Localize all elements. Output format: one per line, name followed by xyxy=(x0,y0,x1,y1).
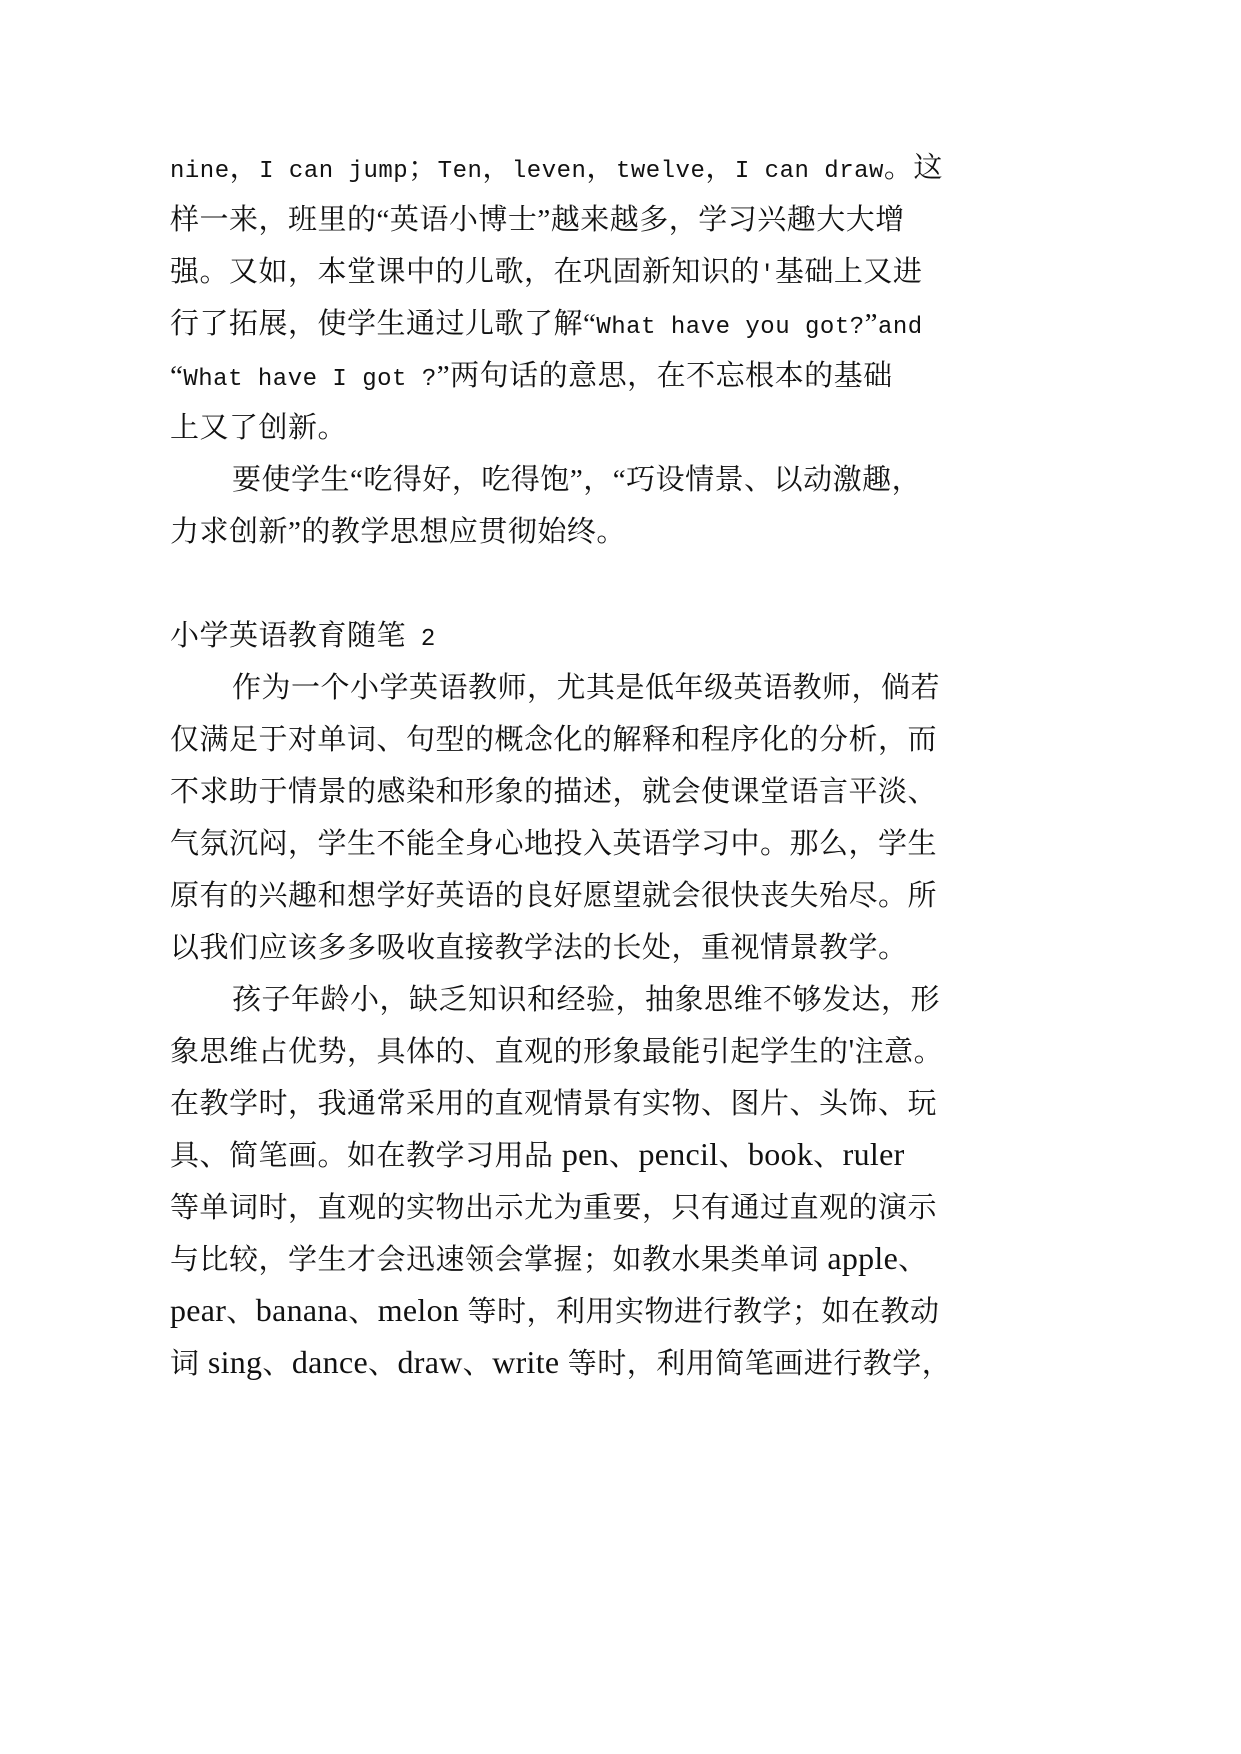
latin-run: I can draw xyxy=(734,158,884,185)
latin-run: Ten xyxy=(437,158,483,185)
latin-run: pear xyxy=(170,1292,227,1328)
text-line: 不求助于情景的感染和形象的描述，就会使课堂语言平淡、 xyxy=(170,776,938,808)
text-line: 与比较，学生才会迅速领会掌握；如教水果类单词 apple、 xyxy=(170,1240,928,1276)
latin-run: draw xyxy=(397,1344,463,1380)
latin-run: pencil xyxy=(638,1136,719,1172)
latin-run: 2 xyxy=(406,626,436,653)
text-line: “What have I got ?”两句话的意思，在不忘根本的基础 xyxy=(170,360,893,393)
paragraph-continued xyxy=(170,142,1070,454)
body-text xyxy=(170,142,1070,1390)
text-line: 原有的兴趣和想学好英语的良好愿望就会很快丧失殆尽。所 xyxy=(170,880,938,912)
text-line: 力求创新”的教学思想应贯彻始终。 xyxy=(170,516,626,548)
text-line: 气氛沉闷，学生不能全身心地投入英语学习中。那么，学生 xyxy=(170,828,938,860)
text-line: 强。又如，本堂课中的儿歌，在巩固新知识的'基础上又进 xyxy=(170,256,923,289)
essay-section xyxy=(170,610,1070,1390)
text-line: 仅满足于对单词、句型的概念化的解释和程序化的分析，而 xyxy=(170,724,938,756)
latin-run: ' xyxy=(848,1032,855,1068)
text-line: nine，I can jump；Ten，leven，twelve，I can draw。这 xyxy=(170,152,943,185)
latin-run: banana xyxy=(255,1292,349,1328)
text-line: 孩子年龄小，缺乏知识和经验，抽象思维不够发达，形 xyxy=(232,984,941,1016)
latin-run: twelve xyxy=(615,158,706,185)
text-line: 作为一个小学英语教师，尤其是低年级英语教师，倘若 xyxy=(232,672,941,704)
paragraph xyxy=(170,662,1070,974)
text-line: 具、简笔画。如在教学习用品 pen、pencil、book、ruler xyxy=(170,1136,905,1172)
text-line: pear、banana、melon 等时，利用实物进行教学；如在教动 xyxy=(170,1292,940,1328)
latin-run: leven xyxy=(511,158,587,185)
paragraph xyxy=(170,974,1070,1390)
text-line: 在教学时，我通常采用的直观情景有实物、图片、头饰、玩 xyxy=(170,1088,938,1120)
text-line: 以我们应该多多吸收直接教学法的长处，重视情景教学。 xyxy=(170,932,908,964)
latin-run: write xyxy=(492,1344,568,1380)
text-line: 要使学生“吃得好，吃得饱”，“巧设情景、以动激趣， xyxy=(232,464,922,496)
essay-title: 小学英语教育随笔 2 xyxy=(170,620,436,653)
latin-run: and xyxy=(878,314,923,341)
latin-run: I can jump xyxy=(259,158,409,185)
text-line: 词 sing、dance、draw、write 等时，利用简笔画进行教学， xyxy=(170,1344,952,1380)
text-line: 行了拓展，使学生通过儿歌了解“What have you got?”and xyxy=(170,308,923,341)
latin-run: ruler xyxy=(842,1136,905,1172)
latin-run: nine xyxy=(170,158,230,185)
paragraph xyxy=(170,454,1070,558)
latin-run: melon xyxy=(377,1292,468,1328)
latin-run: sing xyxy=(199,1344,263,1380)
text-line: 象思维占优势，具体的、直观的形象最能引起学生的'注意。 xyxy=(170,1032,944,1068)
latin-run: What have I got ? xyxy=(183,366,437,393)
latin-run: pen xyxy=(553,1136,609,1172)
text-line: 上又了创新。 xyxy=(170,412,348,444)
latin-run: book xyxy=(747,1136,814,1172)
latin-run: apple xyxy=(819,1240,899,1276)
text-line: 等单词时，直观的实物出示尤为重要，只有通过直观的演示 xyxy=(170,1192,938,1224)
text-line: 样一来，班里的“英语小博士”越来越多，学习兴趣大大增 xyxy=(170,204,905,236)
latin-run: dance xyxy=(291,1344,368,1380)
latin-run: What have you got? xyxy=(596,314,865,341)
latin-run: ' xyxy=(760,262,775,289)
